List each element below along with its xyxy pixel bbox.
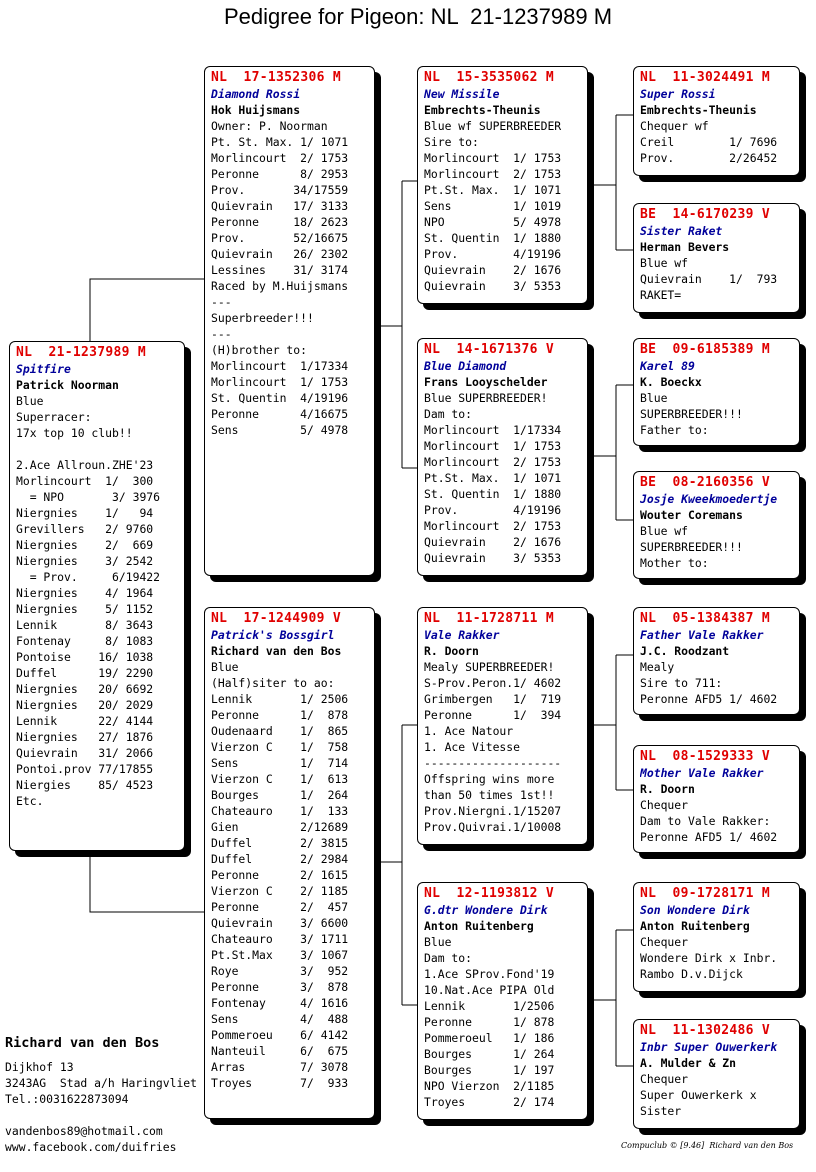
ring-number: NL 15-3535062 M [424, 70, 555, 85]
info-line: Sens 4/ 488 [211, 1012, 349, 1026]
info-line: Superbreeder!!! [211, 311, 314, 325]
info-line: Morlincourt 1/17334 [424, 423, 562, 437]
info-line: Sister [640, 1104, 682, 1118]
info-line: Vierzon C 1/ 613 [211, 772, 349, 786]
info-line: Lennik 1/2506 [424, 999, 555, 1013]
info-line: Chateauro 1/ 133 [211, 804, 349, 818]
pedigree-card-ggp-7[interactable] [633, 882, 800, 992]
pigeon-name: Sister Raket [640, 224, 723, 238]
info-line: NPO 5/ 4978 [424, 215, 562, 229]
info-line: RAKET= [640, 288, 682, 302]
info-line: St. Quentin 4/19196 [211, 391, 349, 405]
info-line: Superracer: [16, 410, 92, 424]
ring-number: NL 05-1384387 M [640, 611, 771, 626]
pigeon-name: Vale Rakker [424, 628, 500, 642]
info-line: --- [211, 327, 232, 341]
info-line: Quievrain 2/ 1676 [424, 535, 562, 549]
info-line: Raced by M.Huijsmans [211, 279, 349, 293]
info-line: Niergnies 20/ 6692 [16, 682, 154, 696]
info-line: Pontoi.prov 77/17855 [16, 762, 154, 776]
info-line: Morlincourt 1/ 300 [16, 474, 154, 488]
breeder-website[interactable]: www.facebook.com/duifries [5, 1140, 177, 1154]
info-line: Lennik 8/ 3643 [16, 618, 154, 632]
info-line: 1.Ace SProv.Fond'19 [424, 967, 555, 981]
info-line: Prov. 2/26452 [640, 151, 778, 165]
pigeon-name: Son Wondere Dirk [640, 903, 750, 917]
info-line: Pt.St.Max 3/ 1067 [211, 948, 349, 962]
info-line: Quievrain 3/ 6600 [211, 916, 349, 930]
pigeon-owner: Richard van den Bos [211, 644, 342, 658]
info-line: Morlincourt 1/ 1753 [211, 375, 349, 389]
info-line: than 50 times 1st!! [424, 788, 555, 802]
info-line: Prov.Quivrai.1/10008 [424, 820, 562, 834]
info-line: Sire to 711: [640, 676, 723, 690]
pigeon-owner: K. Boeckx [640, 375, 702, 389]
info-line: NPO Vierzon 2/1185 [424, 1079, 555, 1093]
pigeon-owner: Anton Ruitenberg [424, 919, 534, 933]
pedigree-card-ggp-4[interactable] [633, 471, 800, 579]
info-line: Grevillers 2/ 9760 [16, 522, 154, 536]
software-credit: Compuclub © [9.46] Richard van den Bos [621, 1141, 794, 1150]
ring-number: NL 14-1671376 V [424, 342, 555, 357]
info-line: Prov. 4/19196 [424, 247, 562, 261]
pigeon-name: G.dtr Wondere Dirk [424, 903, 548, 917]
info-line: Prov. 4/19196 [424, 503, 562, 517]
info-line: Morlincourt 2/ 1753 [211, 151, 349, 165]
info-line: St. Quentin 1/ 1880 [424, 231, 562, 245]
ring-number: NL 11-1728711 M [424, 611, 555, 626]
info-line: Morlincourt 2/ 1753 [424, 519, 562, 533]
pigeon-name: Patrick's Bossgirl [211, 628, 335, 642]
info-line: Chequer [640, 1072, 689, 1086]
info-line: Peronne 8/ 2953 [211, 167, 349, 181]
pigeon-name: Super Rossi [640, 87, 716, 101]
info-line: Bourges 1/ 264 [211, 788, 349, 802]
info-line: Chequer wf [640, 119, 709, 133]
pedigree-card-dam-sire[interactable] [417, 607, 588, 845]
info-line: --- [211, 295, 232, 309]
pedigree-card-ggp-6[interactable] [633, 745, 800, 853]
info-line: = NPO 3/ 3976 [16, 490, 161, 504]
info-line: Prov. 52/16675 [211, 231, 349, 245]
pigeon-owner: Wouter Coremans [640, 508, 743, 522]
info-line: Bourges 1/ 197 [424, 1063, 555, 1077]
info-line: Sens 5/ 4978 [211, 423, 349, 437]
info-line: Super Ouwerkerk x [640, 1088, 757, 1102]
info-line: 1. Ace Vitesse [424, 740, 521, 754]
pedigree-card-dam-dam[interactable] [417, 882, 588, 1120]
info-line: Arras 7/ 3078 [211, 1060, 349, 1074]
info-line: Lennik 1/ 2506 [211, 692, 349, 706]
info-line: Morlincourt 1/ 1753 [424, 151, 562, 165]
info-line: Etc. [16, 794, 44, 808]
info-line: (Half)siter to ao: [211, 676, 335, 690]
pigeon-name: Josje Kweekmoedertje [640, 492, 778, 506]
info-line: Niergnies 2/ 669 [16, 538, 154, 552]
ring-number: BE 09-6185389 M [640, 342, 771, 357]
info-line: Niergnies 20/ 2029 [16, 698, 154, 712]
ring-number: NL 12-1193812 V [424, 886, 555, 901]
pedigree-card-sire-dam[interactable] [417, 338, 588, 576]
pedigree-card-subject[interactable] [9, 341, 185, 851]
info-line: Peronne 2/ 1615 [211, 868, 349, 882]
info-line: Creil 1/ 7696 [640, 135, 778, 149]
info-line: Mealy SUPERBREEDER! [424, 660, 555, 674]
info-line: 1. Ace Natour [424, 724, 514, 738]
info-line: Bourges 1/ 264 [424, 1047, 555, 1061]
info-line: Pontoise 16/ 1038 [16, 650, 154, 664]
info-line: Father to: [640, 423, 709, 437]
info-line: Chequer [640, 935, 689, 949]
breeder-city: 3243AG Stad a/h Haringvliet [5, 1076, 198, 1090]
pigeon-owner: R. Doorn [640, 782, 695, 796]
info-line: Nanteuil 6/ 675 [211, 1044, 349, 1058]
pedigree-card-dam[interactable] [204, 607, 375, 1119]
info-line: Prov.Niergni.1/15207 [424, 804, 562, 818]
ring-number: NL 11-3024491 M [640, 70, 771, 85]
info-line: Pt.St. Max. 1/ 1071 [424, 183, 562, 197]
info-line: Quievrain 2/ 1676 [424, 263, 562, 277]
info-line: Roye 3/ 952 [211, 964, 349, 978]
info-line: Sens 1/ 714 [211, 756, 349, 770]
info-line: Niergnies 5/ 1152 [16, 602, 154, 616]
pigeon-owner: R. Doorn [424, 644, 479, 658]
info-line: Peronne AFD5 1/ 4602 [640, 830, 778, 844]
pigeon-name: New Missile [424, 87, 500, 101]
info-line: Peronne AFD5 1/ 4602 [640, 692, 778, 706]
info-line: Morlincourt 1/17334 [211, 359, 349, 373]
info-line: Niergies 85/ 4523 [16, 778, 154, 792]
pigeon-owner: Frans Looyschelder [424, 375, 548, 389]
info-line: Blue wf SUPERBREEDER [424, 119, 562, 133]
pigeon-owner: Anton Ruitenberg [640, 919, 750, 933]
info-line: Pommeroeul 1/ 186 [424, 1031, 555, 1045]
pedigree-card-ggp-5[interactable] [633, 607, 800, 715]
info-line: Quievrain 3/ 5353 [424, 551, 562, 565]
info-line: Chateauro 3/ 1711 [211, 932, 349, 946]
info-line: Quievrain 26/ 2302 [211, 247, 349, 261]
info-line: Peronne 18/ 2623 [211, 215, 349, 229]
page-title: Pedigree for Pigeon: NL 21-1237989 M [223, 4, 613, 29]
info-line: = Prov. 6/19422 [16, 570, 161, 584]
info-line: Mother to: [640, 556, 709, 570]
info-line: Dam to Vale Rakker: [640, 814, 771, 828]
pigeon-name: Blue Diamond [424, 359, 507, 373]
info-line: Blue [16, 394, 44, 408]
info-line: Dam to: [424, 951, 473, 965]
pigeon-owner: Patrick Noorman [16, 378, 119, 392]
info-line: Peronne 1/ 394 [424, 708, 562, 722]
info-line: 10.Nat.Ace PIPA Old [424, 983, 555, 997]
info-line: Morlincourt 2/ 1753 [424, 455, 562, 469]
ring-number: BE 08-2160356 V [640, 475, 771, 490]
info-line: Peronne 2/ 457 [211, 900, 349, 914]
info-line: Blue wf [640, 524, 689, 538]
info-line: Rambo D.v.Dijck [640, 967, 743, 981]
info-line: Mealy [640, 660, 675, 674]
info-line: -------------------- [424, 756, 562, 770]
info-line: Blue wf [640, 256, 689, 270]
pedigree-card-ggp-8[interactable] [633, 1019, 800, 1129]
info-line: Prov. 34/17559 [211, 183, 349, 197]
info-line: Peronne 3/ 878 [211, 980, 349, 994]
pigeon-name: Father Vale Rakker [640, 628, 764, 642]
info-line: (H)brother to: [211, 343, 308, 357]
pedigree-card-ggp-1[interactable] [633, 66, 800, 176]
info-line: Troyes 2/ 174 [424, 1095, 555, 1109]
ring-number: NL 17-1244909 V [211, 611, 342, 626]
ring-number: NL 08-1529333 V [640, 749, 771, 764]
info-line: Niergnies 1/ 94 [16, 506, 154, 520]
ring-number: NL 17-1352306 M [211, 70, 342, 85]
pigeon-owner: Hok Huijsmans [211, 103, 301, 117]
pigeon-name: Spitfire [16, 362, 71, 376]
breeder-phone: Tel.:0031622873094 [5, 1092, 129, 1106]
info-line: Fontenay 8/ 1083 [16, 634, 154, 648]
pigeon-name: Diamond Rossi [211, 87, 301, 101]
pedigree-card-ggp-3[interactable] [633, 338, 800, 446]
info-line: Vierzon C 2/ 1185 [211, 884, 349, 898]
info-line: Niergnies 27/ 1876 [16, 730, 154, 744]
info-line: SUPERBREEDER!!! [640, 407, 743, 421]
info-line: Lennik 22/ 4144 [16, 714, 154, 728]
info-line: Duffel 2/ 3815 [211, 836, 349, 850]
info-line: Peronne 1/ 878 [211, 708, 349, 722]
info-line: 17x top 10 club!! [16, 426, 133, 440]
pedigree-card-sire[interactable] [204, 66, 375, 576]
info-line: Vierzon C 1/ 758 [211, 740, 349, 754]
pigeon-owner: J.C. Roodzant [640, 644, 730, 658]
info-line: Pommeroeu 6/ 4142 [211, 1028, 349, 1042]
breeder-name: Richard van den Bos [5, 1035, 160, 1051]
info-line: Duffel 19/ 2290 [16, 666, 154, 680]
info-line: Blue [211, 660, 239, 674]
info-line: 2.Ace Allroun.ZHE'23 [16, 458, 154, 472]
pigeon-name: Karel 89 [640, 359, 695, 373]
info-line: Blue SUPERBREEDER! [424, 391, 548, 405]
info-line: S-Prov.Peron.1/ 4602 [424, 676, 562, 690]
info-line: Pt. St. Max. 1/ 1071 [211, 135, 349, 149]
info-line: SUPERBREEDER!!! [640, 540, 743, 554]
pigeon-owner: Herman Bevers [640, 240, 730, 254]
info-line: Quievrain 31/ 2066 [16, 746, 154, 760]
info-line: Gien 2/12689 [211, 820, 349, 834]
info-line: Fontenay 4/ 1616 [211, 996, 349, 1010]
breeder-address: Dijkhof 13 [5, 1060, 74, 1074]
info-line: Morlincourt 2/ 1753 [424, 167, 562, 181]
info-line: Duffel 2/ 2984 [211, 852, 349, 866]
info-line: Morlincourt 1/ 1753 [424, 439, 562, 453]
info-line: Offspring wins more [424, 772, 555, 786]
breeder-email[interactable]: vandenbos89@hotmail.com [5, 1124, 163, 1138]
pigeon-owner: A. Mulder & Zn [640, 1056, 737, 1070]
pigeon-name: Mother Vale Rakker [640, 766, 764, 780]
pedigree-card-sire-sire[interactable] [417, 66, 588, 304]
info-line: Quievrain 3/ 5353 [424, 279, 562, 293]
info-line [16, 441, 179, 457]
ring-number: BE 14-6170239 V [640, 207, 771, 222]
pigeon-name: Inbr Super Ouwerkerk [640, 1040, 778, 1054]
info-line: Pt.St. Max. 1/ 1071 [424, 471, 562, 485]
info-line: Quievrain 17/ 3133 [211, 199, 349, 213]
info-line: Lessines 31/ 3174 [211, 263, 349, 277]
info-line: Blue [640, 391, 668, 405]
pedigree-card-ggp-2[interactable] [633, 203, 800, 313]
info-line: Troyes 7/ 933 [211, 1076, 349, 1090]
ring-number: NL 11-1302486 V [640, 1023, 771, 1038]
info-line: Blue [424, 935, 452, 949]
info-line: Sens 1/ 1019 [424, 199, 562, 213]
info-line: Oudenaard 1/ 865 [211, 724, 349, 738]
ring-number: NL 21-1237989 M [16, 345, 147, 360]
info-line: Peronne 4/16675 [211, 407, 349, 421]
info-line: Owner: P. Noorman [211, 119, 328, 133]
info-line: Niergnies 3/ 2542 [16, 554, 154, 568]
info-line: Wondere Dirk x Inbr. [640, 951, 778, 965]
info-line: Sire to: [424, 135, 479, 149]
pigeon-owner: Embrechts-Theunis [640, 103, 757, 117]
info-line: Dam to: [424, 407, 473, 421]
info-line: Quievrain 1/ 793 [640, 272, 778, 286]
ring-number: NL 09-1728171 M [640, 886, 771, 901]
pigeon-owner: Embrechts-Theunis [424, 103, 541, 117]
info-line: St. Quentin 1/ 1880 [424, 487, 562, 501]
info-line: Chequer [640, 798, 689, 812]
info-line: Peronne 1/ 878 [424, 1015, 555, 1029]
info-line: Niergnies 4/ 1964 [16, 586, 154, 600]
info-line: Grimbergen 1/ 719 [424, 692, 562, 706]
